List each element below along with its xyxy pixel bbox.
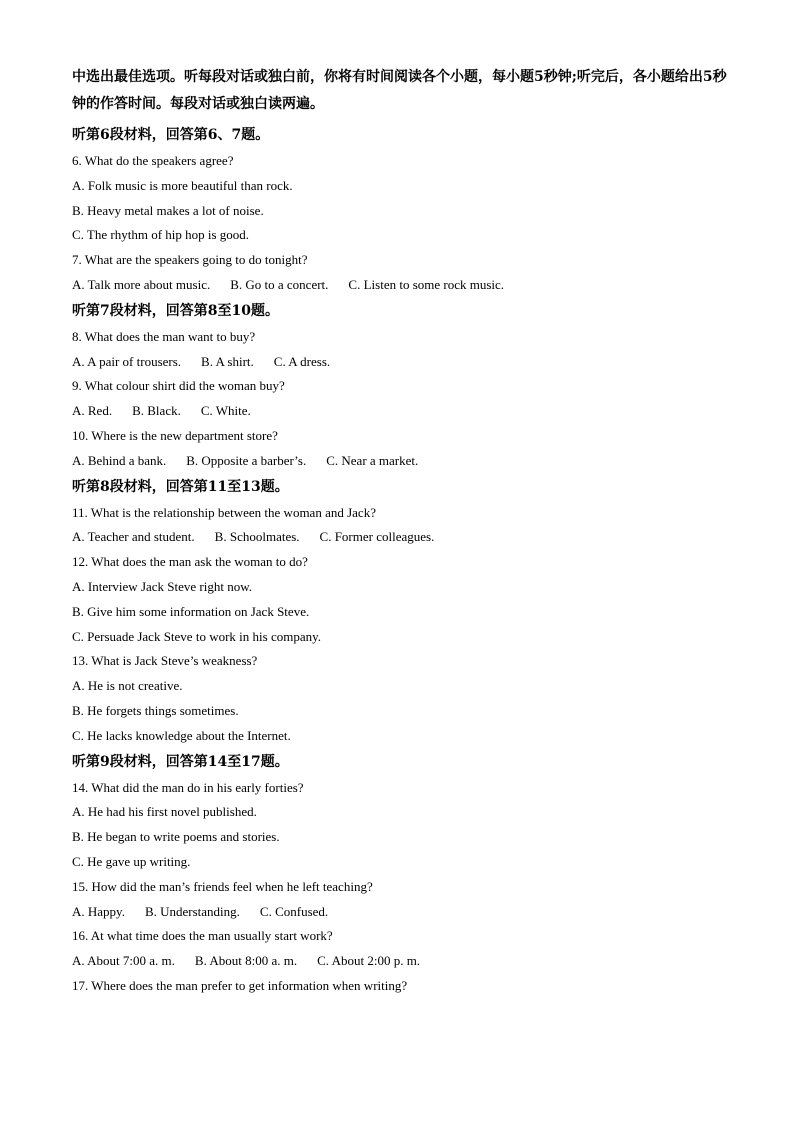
listening-section [72, 64, 732, 999]
answer-option: A. A pair of trousers. [72, 353, 182, 369]
question-stem: 6. What do the speakers agree? [72, 153, 234, 168]
answer-option: B. Go to a concert. [230, 276, 329, 292]
answer-option: B. He forgets things sometimes. [72, 702, 239, 718]
answer-option: C. White. [200, 403, 251, 419]
answer-option: C. Listen to some rock music. [348, 276, 505, 292]
answer-options-row [72, 525, 732, 550]
answer-option: C. About 2:00 p. m. [317, 953, 421, 969]
section-block [72, 298, 732, 474]
question-stem: 8. What does the man want to buy? [72, 328, 256, 344]
question-stem: 10. Where is the new department store? [72, 427, 278, 443]
instructions-paragraph: 中选出最佳选项。听每段对话或独白前，你将有时间阅读各个小题，每小题5秒钟;听完后，各小题给出5秒钟的作答时间。每段对话或独白读两遍。 [72, 69, 727, 112]
answer-option: C. Near a market. [326, 452, 419, 468]
answer-option: B. Understanding. [144, 903, 240, 919]
answer-option: C. He lacks knowledge about the Internet. [72, 727, 291, 743]
question-stem: 12. What does the man ask the woman to do? [72, 554, 308, 570]
answer-option: B. Black. [132, 403, 181, 419]
question-stem: 9. What colour shirt did the woman buy? [72, 378, 285, 394]
answer-option: C. He gave up writing. [72, 853, 191, 869]
answer-options-row [72, 949, 732, 974]
question-sections [72, 122, 732, 999]
answer-option: A. He had his first novel published. [72, 804, 257, 820]
answer-options-row [72, 350, 732, 375]
answer-options-row [72, 273, 732, 298]
section-heading: 听第8段材料，回答第11至13题。 [72, 478, 289, 495]
answer-option: C. The rhythm of hip hop is good. [72, 227, 250, 243]
answer-option: A. Folk music is more beautiful than rock. [72, 177, 293, 193]
section-block [72, 749, 732, 999]
question-stem: 13. What is Jack Steve’s weakness? [72, 653, 258, 669]
question-stem: 14. What did the man do in his early forties? [72, 779, 304, 795]
answer-option: B. Heavy metal makes a lot of noise. [72, 202, 264, 218]
answer-option: B. He began to write poems and stories. [72, 829, 280, 845]
answer-option: A. He is not creative. [72, 678, 183, 694]
answer-options-row [72, 399, 732, 424]
answer-option: A. Teacher and student. [72, 529, 195, 545]
answer-option: A. Talk more about music. [72, 276, 211, 292]
answer-option: B. A shirt. [201, 353, 254, 369]
section-block [72, 122, 732, 298]
answer-option: B. Give him some information on Jack Steve. [72, 603, 310, 619]
question-stem: 7. What are the speakers going to do tonight? [72, 252, 308, 268]
answer-option: B. About 8:00 a. m. [194, 953, 298, 969]
answer-option: B. Schoolmates. [214, 529, 300, 545]
answer-option: A. Happy. [72, 903, 125, 919]
answer-options-row [72, 449, 732, 474]
answer-option: C. Former colleagues. [319, 529, 435, 545]
question-stem: 15. How did the man’s friends feel when he left teaching? [72, 878, 373, 894]
answer-option: B. Opposite a barber’s. [186, 452, 307, 468]
section-block [72, 474, 732, 749]
question-stem: 11. What is the relationship between the woman and Jack? [72, 504, 376, 520]
question-stem: 16. At what time does the man usually start work? [72, 928, 333, 944]
answer-option: A. Behind a bank. [72, 452, 167, 468]
answer-option: A. Interview Jack Steve right now. [72, 578, 253, 594]
answer-option: C. A dress. [273, 353, 331, 369]
answer-option: C. Confused. [259, 903, 329, 919]
answer-option: A. Red. [72, 403, 113, 419]
question-stem: 17. Where does the man prefer to get information when writing? [72, 977, 408, 993]
answer-option: A. About 7:00 a. m. [72, 953, 175, 969]
section-heading: 听第6段材料，回答第6、7题。 [72, 127, 270, 143]
answer-option: C. Persuade Jack Steve to work in his company. [72, 628, 321, 644]
answer-options-row [72, 900, 732, 925]
section-heading: 听第9段材料，回答第14至17题。 [72, 753, 289, 770]
section-heading: 听第7段材料，回答第8至10题。 [72, 302, 279, 319]
